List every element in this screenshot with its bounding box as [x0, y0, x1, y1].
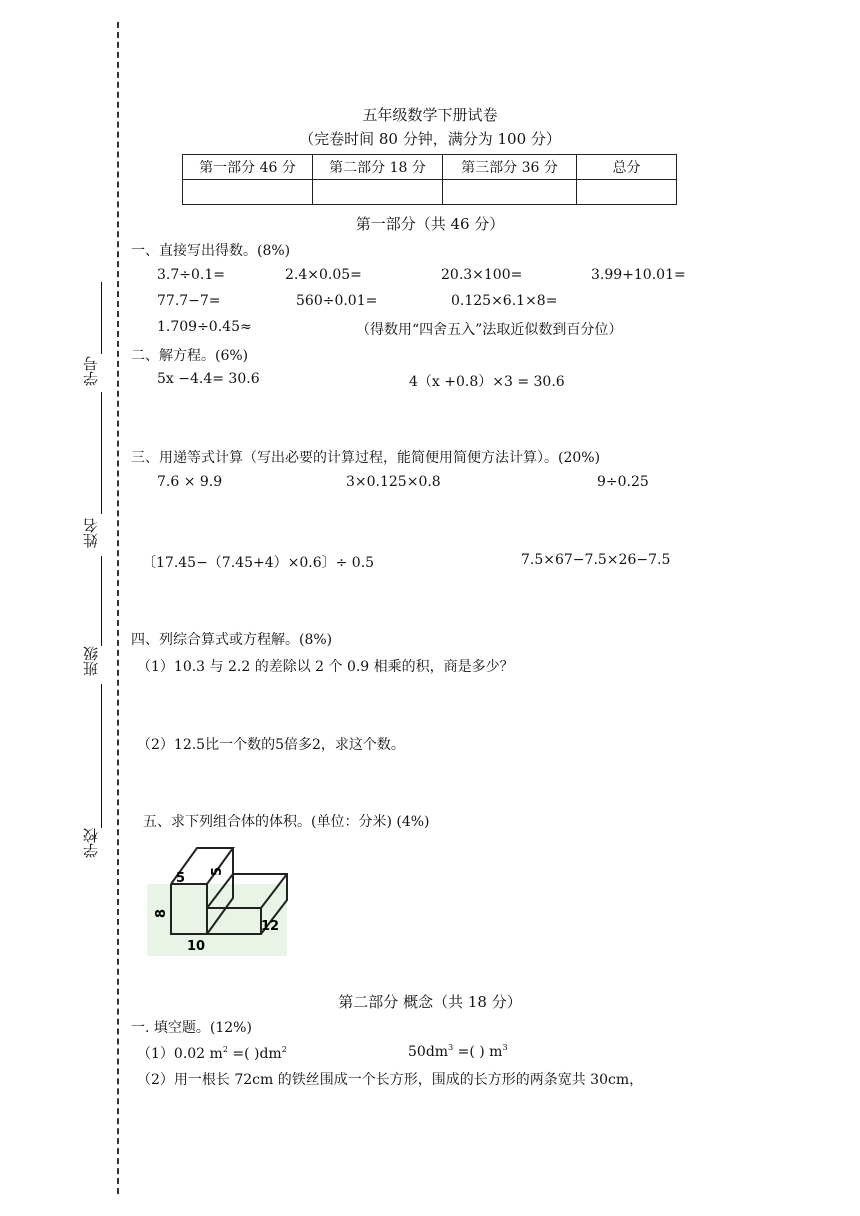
q1-item: 0.125×6.1×8=	[451, 293, 558, 309]
id-label: 学号	[82, 356, 100, 386]
q3-title: 三、用递等式计算（写出必要的计算过程，能简便用简便方法计算）。(20%)	[131, 450, 601, 466]
q5-title: 五、求下列组合体的体积。(单位：分米) (4%)	[143, 814, 430, 830]
combined-solid-figure	[143, 838, 293, 958]
dim-label: 5	[210, 866, 225, 876]
dim-label: 8	[154, 908, 169, 918]
q4-title: 四、列综合算式或方程解。(8%)	[131, 632, 333, 648]
fill-blank-text: =( ) m	[453, 1044, 503, 1060]
dim-label: 12	[261, 919, 280, 934]
q1-title: 一、直接写出得数。(8%)	[131, 243, 291, 259]
fill-blank-text: =( )dm	[227, 1046, 282, 1062]
part2-q1-title: 一. 填空题。(12%)	[131, 1020, 252, 1036]
superscript: 2	[281, 1045, 287, 1054]
q2-title: 二、解方程。(6%)	[131, 348, 249, 364]
superscript: 2	[222, 1045, 228, 1054]
class-underline	[101, 556, 102, 646]
id-underline	[101, 282, 102, 354]
school-label: 学校	[82, 828, 100, 858]
q1-item: 3.7÷0.1=	[157, 267, 225, 283]
calc-item: 3×0.125×0.8	[346, 474, 441, 490]
exam-title: 五年级数学下册试卷	[362, 106, 498, 124]
score-cell-part1[interactable]	[183, 180, 313, 205]
equation: 5x −4.4= 30.6	[157, 371, 260, 387]
calc-item: 〔17.45−（7.45+4）×0.6〕÷ 0.5	[142, 555, 375, 571]
score-header-part2: 第二部分 18 分	[313, 155, 443, 180]
score-cell-total[interactable]	[577, 180, 677, 205]
part1-title: 第一部分（共 46 分）	[355, 215, 505, 233]
calc-item: 9÷0.25	[597, 474, 649, 490]
equation: 4（x +0.8）×3 = 30.6	[409, 374, 565, 390]
fill-blank-item-1b	[408, 1043, 508, 1060]
calc-item: 7.6 × 9.9	[157, 474, 223, 490]
q1-item: 1.709÷0.45≈	[157, 319, 252, 335]
superscript: 3	[502, 1043, 508, 1052]
fill-blank-item-1	[137, 1043, 287, 1063]
q1-item: 20.3×100=	[441, 267, 523, 283]
score-cell-part3[interactable]	[443, 180, 577, 205]
name-label: 姓名	[82, 518, 100, 548]
dim-label: 10	[187, 939, 206, 954]
exam-subtitle: （完卷时间 80 分钟，满分为 100 分）	[299, 130, 561, 148]
calc-item: 7.5×67−7.5×26−7.5	[521, 552, 671, 568]
word-problem: （1）10.3 与 2.2 的差除以 2 个 0.9 相乘的积，商是多少？	[137, 659, 514, 675]
q1-item: 77.7−7=	[157, 293, 221, 309]
fill-blank-item-2: （2）用一根长 72cm 的铁丝围成一个长方形，围成的长方形的两条宽共 30cm，	[137, 1072, 644, 1088]
part2-title: 第二部分 概念（共 18 分）	[338, 993, 522, 1011]
dim-label: 5	[176, 871, 186, 886]
score-cell-part2[interactable]	[313, 180, 443, 205]
fill-blank-text: （1）0.02 m	[137, 1046, 223, 1062]
score-header-part3: 第三部分 36 分	[443, 155, 577, 180]
score-table	[182, 154, 677, 205]
name-underline	[101, 392, 102, 514]
school-underline	[101, 684, 102, 828]
binding-dashed-line	[117, 22, 119, 1194]
score-header-total: 总分	[577, 155, 677, 180]
q1-item: 2.4×0.05=	[285, 267, 362, 283]
fill-blank-text: 50dm	[408, 1044, 449, 1060]
q1-item: 560÷0.01=	[296, 293, 378, 309]
q1-item: 3.99+10.01=	[591, 267, 686, 283]
class-label: 班级	[82, 646, 100, 676]
score-header-part1: 第一部分 46 分	[183, 155, 313, 180]
superscript: 3	[448, 1043, 454, 1052]
rounding-note: （得数用“四舍五入”法取近似数到百分位）	[356, 322, 623, 338]
word-problem: （2）12.5比一个数的5倍多2，求这个数。	[137, 737, 405, 753]
